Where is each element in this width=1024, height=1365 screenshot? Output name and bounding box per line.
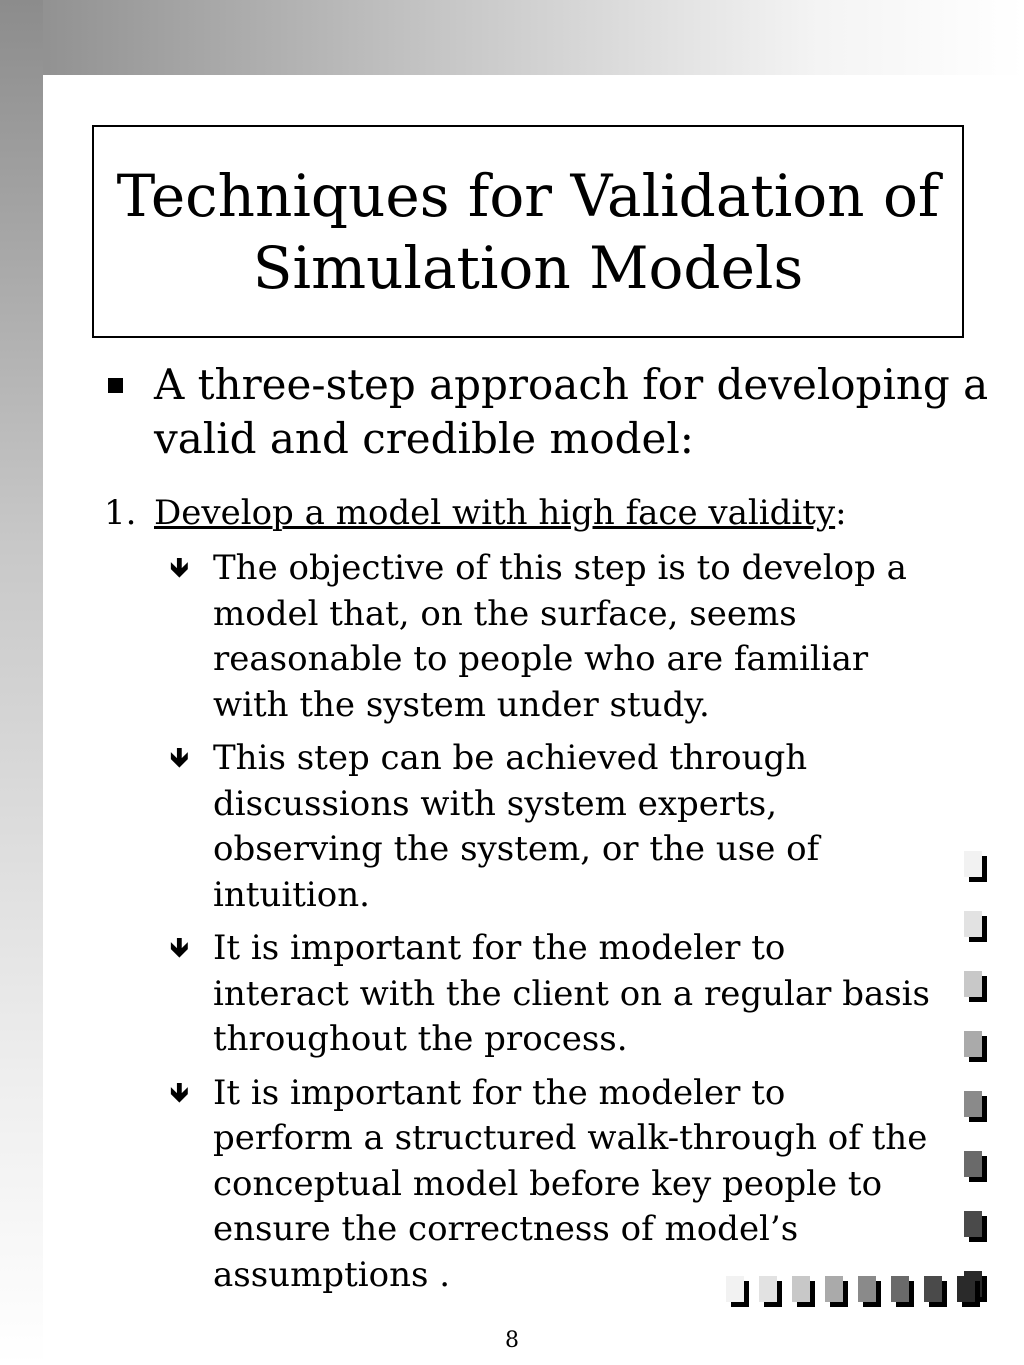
title-box (92, 125, 964, 338)
decorative-square (964, 1151, 982, 1177)
decorative-square (964, 1031, 982, 1057)
decorative-square (957, 1276, 975, 1302)
sub-point (170, 1071, 930, 1299)
decorative-square (891, 1276, 909, 1302)
decorative-square-face (957, 1276, 975, 1302)
decorative-square-face (964, 911, 982, 937)
step-title: Develop a model with high face validity (154, 493, 836, 533)
down-arrow-icon: 🡻 (170, 1077, 189, 1108)
slide-title-line-1: Techniques for Validation of (116, 161, 940, 230)
decorative-square (964, 851, 982, 877)
main-bullet-text: A three-step approach for developing a valid and credible model: (154, 360, 989, 463)
decorative-square-face (891, 1276, 909, 1302)
decorative-square-face (964, 971, 982, 997)
decorative-square (964, 911, 982, 937)
decorative-square-face (858, 1276, 876, 1302)
decorative-square (759, 1276, 777, 1302)
decorative-square (964, 1211, 982, 1237)
sub-point-text: The objective of this step is to develop a model that, on the surface, seems reasonable to people who are familiar with the system under study. (213, 548, 907, 725)
decorative-square-face (759, 1276, 777, 1302)
down-arrow-icon: 🡻 (170, 933, 189, 963)
decorative-square-face (792, 1276, 810, 1302)
page-number: 8 (505, 1328, 519, 1353)
decorative-square-face (964, 1091, 982, 1117)
step-colon: : (835, 493, 847, 533)
decorative-square (858, 1276, 876, 1302)
decorative-square (726, 1276, 744, 1302)
decorative-square-face (964, 1151, 982, 1177)
top-gradient-bar (0, 0, 1024, 75)
decorative-square-face (964, 851, 982, 877)
step-number: 1. (104, 493, 137, 533)
main-bullet (104, 358, 1004, 466)
sub-point (170, 926, 930, 1063)
decorative-square (825, 1276, 843, 1302)
square-bullet-icon (108, 378, 123, 393)
sub-point-list (170, 546, 930, 1306)
sub-point-text: This step can be achieved through discussions with system experts, observing the system, or the use of intuition. (213, 738, 820, 915)
step-heading (104, 490, 847, 536)
sub-point-text: It is important for the modeler to perform a structured walk-through of the conceptual model before key people to ensure the correctness of model’s assumptions . (213, 1072, 928, 1295)
decorative-square-face (964, 1211, 982, 1237)
decorative-square (792, 1276, 810, 1302)
decorative-square-face (825, 1276, 843, 1302)
down-arrow-icon: 🡻 (170, 553, 189, 583)
decorative-square (964, 1091, 982, 1117)
decorative-square-face (924, 1276, 942, 1302)
sub-point-text: It is important for the modeler to interact with the client on a regular basis throughout the process. (213, 928, 931, 1059)
decorative-square-face (726, 1276, 744, 1302)
left-gradient-bar (0, 0, 43, 1365)
slide-title-line-2: Simulation Models (252, 233, 804, 302)
decorative-square-face (964, 1031, 982, 1057)
decorative-square (964, 971, 982, 997)
decorative-square (924, 1276, 942, 1302)
down-arrow-icon: 🡻 (170, 743, 189, 773)
sub-point (170, 736, 930, 918)
sub-point (170, 546, 930, 728)
